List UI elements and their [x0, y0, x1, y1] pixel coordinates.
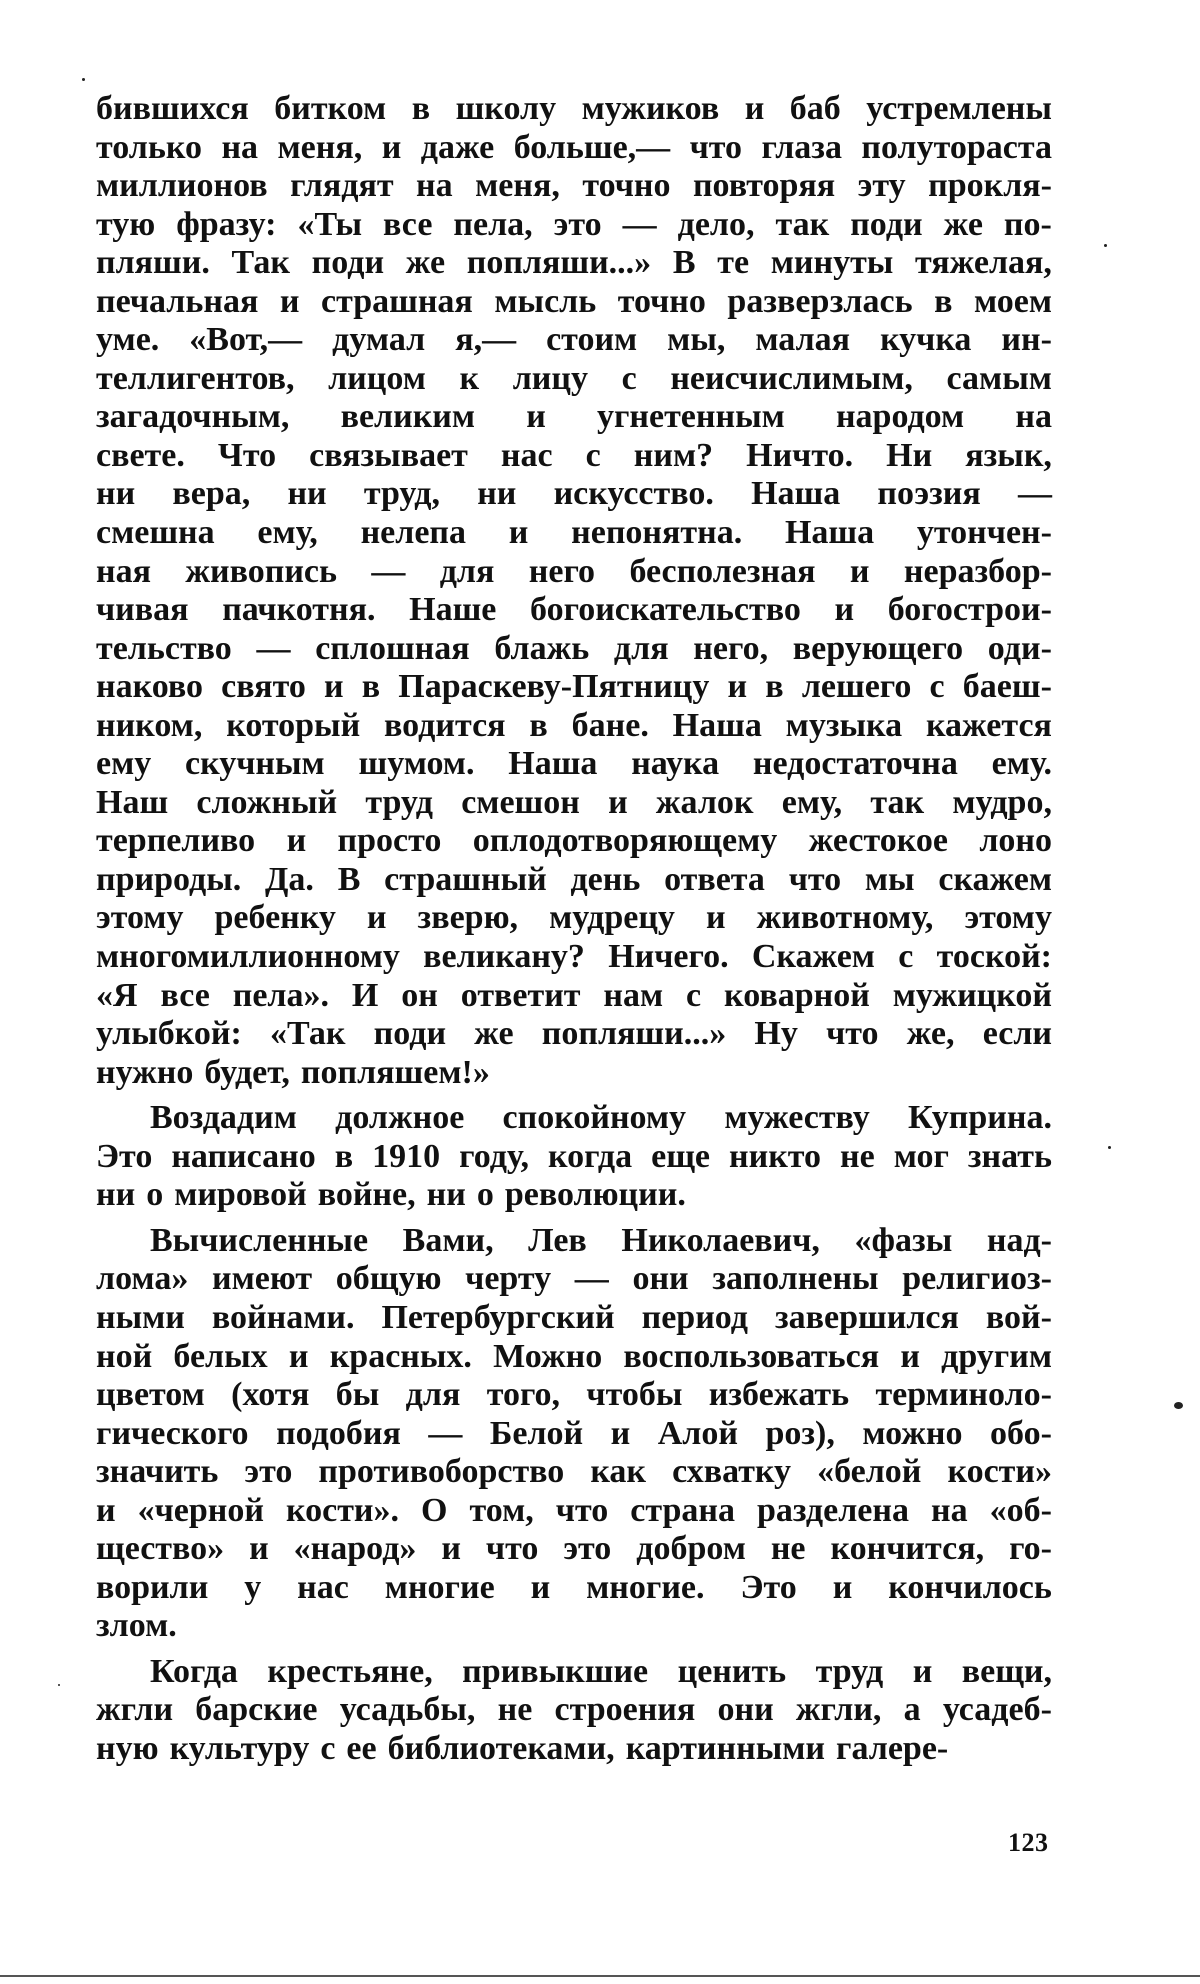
text-line: терпеливо и просто оплодотворяющему жестокое лоно	[96, 822, 1052, 860]
text-line: ная живопись — для него бесполезная и неразбор-	[96, 552, 1052, 590]
paragraph-gap	[96, 1092, 1052, 1099]
bottom-edge-line	[0, 1975, 1200, 1977]
text-line: загадочным, великим и угнетенным народом на	[96, 398, 1052, 436]
text-line: жгли барские усадьбы, не строения они жгли, а усадеб-	[96, 1691, 1052, 1729]
body-text	[96, 90, 1052, 1769]
text-line: ной белых и красных. Можно воспользоваться и другим	[96, 1337, 1052, 1375]
text-line: злом.	[96, 1607, 177, 1645]
text-line: улыбкой: «Так поди же попляши...» Ну что же, если	[96, 1015, 1052, 1053]
text-line: ником, который водится в бане. Наша музыка кажется	[96, 706, 1052, 744]
text-line: значить это противоборство как схватку «белой кости»	[96, 1453, 1052, 1491]
text-line: свете. Что связывает нас с ним? Ничто. Ни язык,	[96, 436, 1052, 474]
text-line: ными войнами. Петербургский период завершился вой-	[96, 1298, 1052, 1336]
text-line: ворили у нас многие и многие. Это и кончилось	[96, 1568, 1052, 1606]
text-line: ную культуру с ее библиотеками, картинными галере-	[96, 1729, 949, 1767]
text-line: Вычисленные Вами, Лев Николаевич, «фазы над-	[150, 1221, 1052, 1259]
text-line: этому ребенку и зверю, мудрецу и животному, этому	[96, 899, 1052, 937]
text-line: миллионов глядят на меня, точно повторяя эту прокля-	[96, 167, 1052, 205]
paragraph	[96, 1222, 1052, 1646]
text-line: уме. «Вот,— думал я,— стоим мы, малая кучка ин-	[96, 321, 1052, 359]
print-speck	[1108, 1146, 1111, 1149]
text-line: тельство — сплошная блажь для него, верующего оди-	[96, 629, 1052, 667]
text-line: гического подобия — Белой и Алой роз), можно обо-	[96, 1414, 1052, 1452]
text-line: пляши. Так поди же попляши...» В те минуты тяжелая,	[96, 244, 1052, 282]
text-line: теллигентов, лицом к лицу с неисчислимым, самым	[96, 359, 1052, 397]
text-line: щество» и «народ» и что это добром не кончится, го-	[96, 1530, 1052, 1568]
text-line: ни о мировой войне, ни о революции.	[96, 1176, 686, 1214]
text-line: цветом (хотя бы для того, чтобы избежать терминоло-	[96, 1376, 1052, 1414]
paragraph	[96, 1653, 1052, 1769]
text-line: тую фразу: «Ты все пела, это — дело, так поди же по-	[96, 205, 1052, 243]
text-line: Наш сложный труд смешон и жалок ему, так мудро,	[96, 783, 1052, 821]
text-line: Воздадим должное спокойному мужеству Куприна.	[150, 1099, 1052, 1137]
text-line: смешна ему, нелепа и непонятна. Наша утончен-	[96, 514, 1052, 552]
page-number: 123	[1008, 1828, 1049, 1857]
paragraph	[96, 1099, 1052, 1215]
text-line: лома» имеют общую черту — они заполнены религиоз-	[96, 1260, 1052, 1298]
text-line: и «черной кости». О том, что страна разделена на «об-	[96, 1491, 1052, 1529]
text-line: Когда крестьяне, привыкшие ценить труд и вещи,	[150, 1652, 1052, 1690]
text-line: ни вера, ни труд, ни искусство. Наша поэзия —	[96, 475, 1052, 513]
text-line: только на меня, и даже больше,— что глаза полутораста	[96, 128, 1052, 166]
print-speck	[58, 1684, 60, 1686]
paragraph-gap	[96, 1646, 1052, 1653]
print-speck	[1174, 1402, 1183, 1409]
text-line: Это написано в 1910 году, когда еще никто не мог знать	[96, 1137, 1052, 1175]
text-line: ему скучным шумом. Наша наука недостаточна ему.	[96, 745, 1052, 783]
paragraph	[96, 90, 1052, 1092]
text-line: нужно будет, попляшем!»	[96, 1053, 490, 1091]
text-line: наково свято и в Параскеву-Пятницу и в лешего с баеш-	[96, 668, 1052, 706]
text-line: чивая пачкотня. Наше богоискательство и богострои-	[96, 591, 1052, 629]
text-line: бившихся битком в школу мужиков и баб устремлены	[96, 90, 1052, 127]
text-line: «Я все пела». И он ответит нам с коварной мужицкой	[96, 976, 1052, 1014]
paragraph-gap	[96, 1215, 1052, 1222]
text-line: многомиллионному великану? Ничего. Скажем с тоской:	[96, 938, 1052, 976]
text-line: печальная и страшная мысль точно разверзлась в моем	[96, 282, 1052, 320]
print-speck	[1104, 244, 1107, 247]
text-line: природы. Да. В страшный день ответа что мы скажем	[96, 860, 1052, 898]
print-speck	[82, 78, 85, 81]
